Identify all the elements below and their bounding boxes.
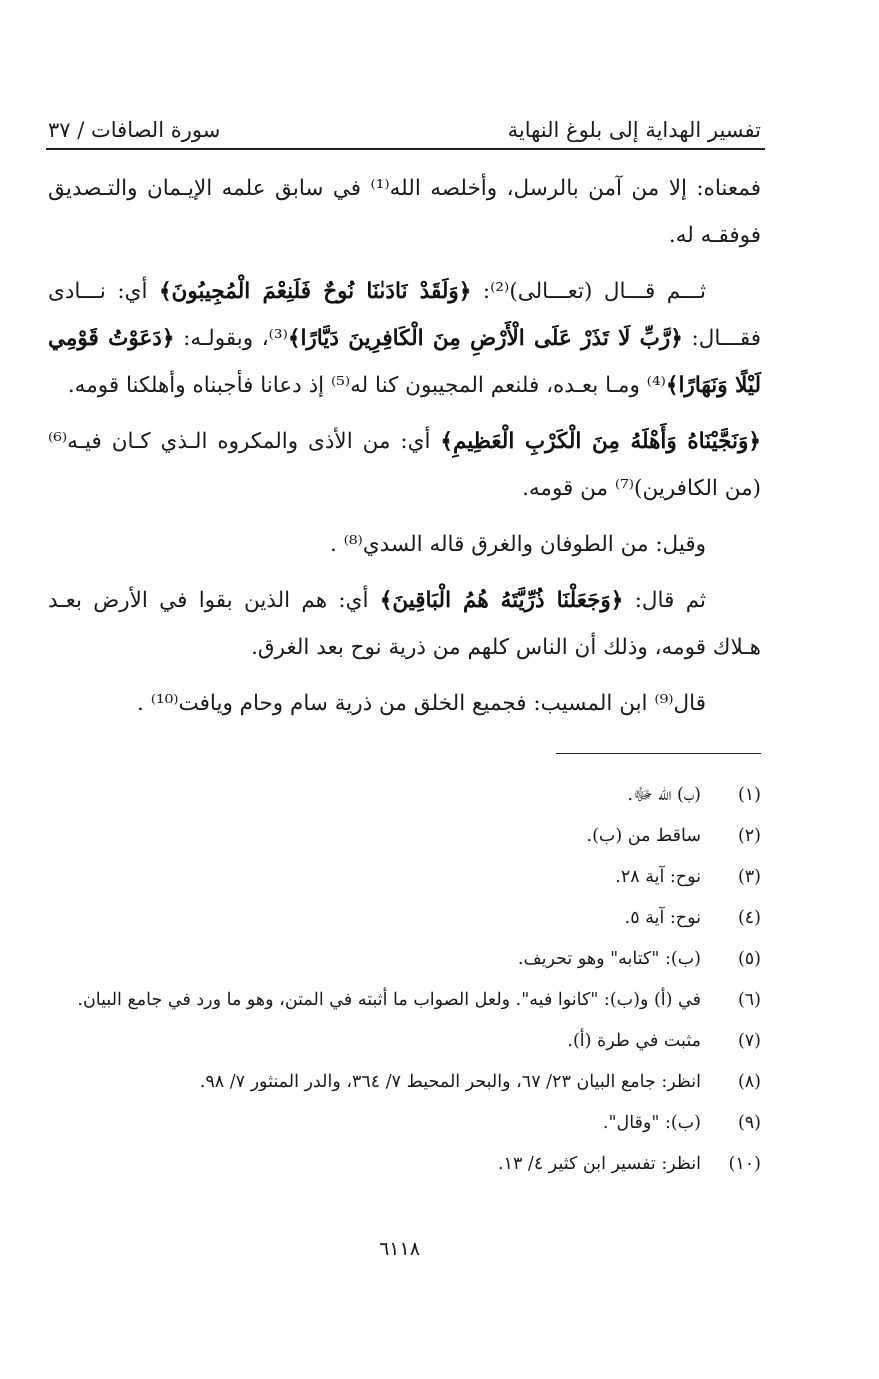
footnote: (٢) ساقط من (ب). [586,826,761,846]
surah-reference: سورة الصافات / ٣٧ [48,118,221,142]
footnote: (٥) (ب): "كتابه" وهو تحريف. [517,949,761,969]
quran-verse: ﴿وَجَعَلْنَا ذُرِّيَّتَهُ هُمُ الْبَاقِينَ﴾ [379,588,624,613]
main-text [48,165,761,736]
paragraph-6: قال⁽⁹⁾ ابن المسيب: فجميع الخلق من ذرية سام وحام ويافت⁽¹⁰⁾ . [137,691,706,716]
paragraph-5: ثم قال: ﴿وَجَعَلْنَا ذُرِّيَّتَهُ هُمُ الْبَاقِينَ﴾ أي: هم الذين بقوا في الأرض بعـد هـلاك قومه، وذلك أن الناس كلهم من ذرية نوح بعد الغرق. [48,588,761,660]
page-number: ٦١١٨ [379,1238,420,1260]
footnote: (١٠) انظر: تفسير ابن كثير ٤/ ١٣. [497,1154,761,1174]
footnote: (٧) مثبت في طرة (أ). [567,1031,761,1051]
quran-verse: ﴿رَّبِّ لَا تَذَرْ عَلَى الْأَرْضِ مِنَ الْكَافِرِينَ دَيَّارًا﴾ [287,326,683,351]
footnote: (٣) نوح: آية ٢٨. [615,867,761,887]
paragraph-4: وقيل: من الطوفان والغرق قاله السدي⁽⁸⁾ . [329,532,706,557]
quran-verse: ﴿وَنَجَّيْنَاهُ وَأَهْلَهُ مِنَ الْكَرْبِ الْعَظِيمِ﴾ [440,429,761,454]
quran-verse: ﴿وَلَقَدْ نَادَىٰنَا نُوحٌ فَلَنِعْمَ الْمُجِيبُونَ﴾ [158,279,472,304]
footnote: (٨) انظر: جامع البيان ٢٣/ ٦٧، والبحر المحيط ٧/ ٣٦٤، والدر المنثور ٧/ ٩٨. [199,1072,761,1092]
paragraph-1: فمعناه: إلا من آمن بالرسل، وأخلصه الله⁽¹⁾ في سابق علمه الإيـمان والتـصديق فوفقـه له. [48,176,761,248]
paragraph-3: ﴿وَنَجَّيْنَاهُ وَأَهْلَهُ مِنَ الْكَرْبِ الْعَظِيمِ﴾ أي: من الأذى والمكروه الـذي كـان فيـه⁽⁶⁾ (من الكافرين)⁽⁷⁾ من قومه. [48,429,761,501]
footnote: (١) (ب) الله ﷻ. [627,785,761,805]
book-title: تفسير الهداية إلى بلوغ النهاية [507,118,761,142]
footnote: (٤) نوح: آية ٥. [624,908,761,928]
footnote-divider [556,753,761,754]
running-header [48,102,761,142]
quran-verse: ﴿دَعَوْتُ قَوْمِي لَيْلًا وَنَهَارًا﴾ [48,326,761,398]
footnote: (٩) (ب): "وقال". [602,1113,761,1133]
footnote: (٦) في (أ) و(ب): "كانوا فيه". ولعل الصواب ما أثبته في المتن، وهو ما ورد في جامع البيان. [77,990,761,1010]
footnotes [48,775,761,1185]
paragraph-2: ثـــم قـــال (تعـــالى)⁽²⁾: ﴿وَلَقَدْ نَادَىٰنَا نُوحٌ فَلَنِعْمَ الْمُجِيبُونَ﴾ أي: نـــادى فقـــال: ﴿رَّبِّ لَا تَذَرْ عَلَى الْأَرْضِ مِنَ الْكَافِرِينَ دَيَّارًا﴾⁽³⁾، وبقولـه: ﴿دَعَوْتُ قَوْمِي لَيْلًا وَنَهَارًا﴾⁽⁴⁾ ومـا بعـده، فلنعم المجيبون كنا له⁽⁵⁾ إذ دعانا فأجبناه وأهلكنا قومه. [48,279,761,398]
header-divider [46,148,765,150]
